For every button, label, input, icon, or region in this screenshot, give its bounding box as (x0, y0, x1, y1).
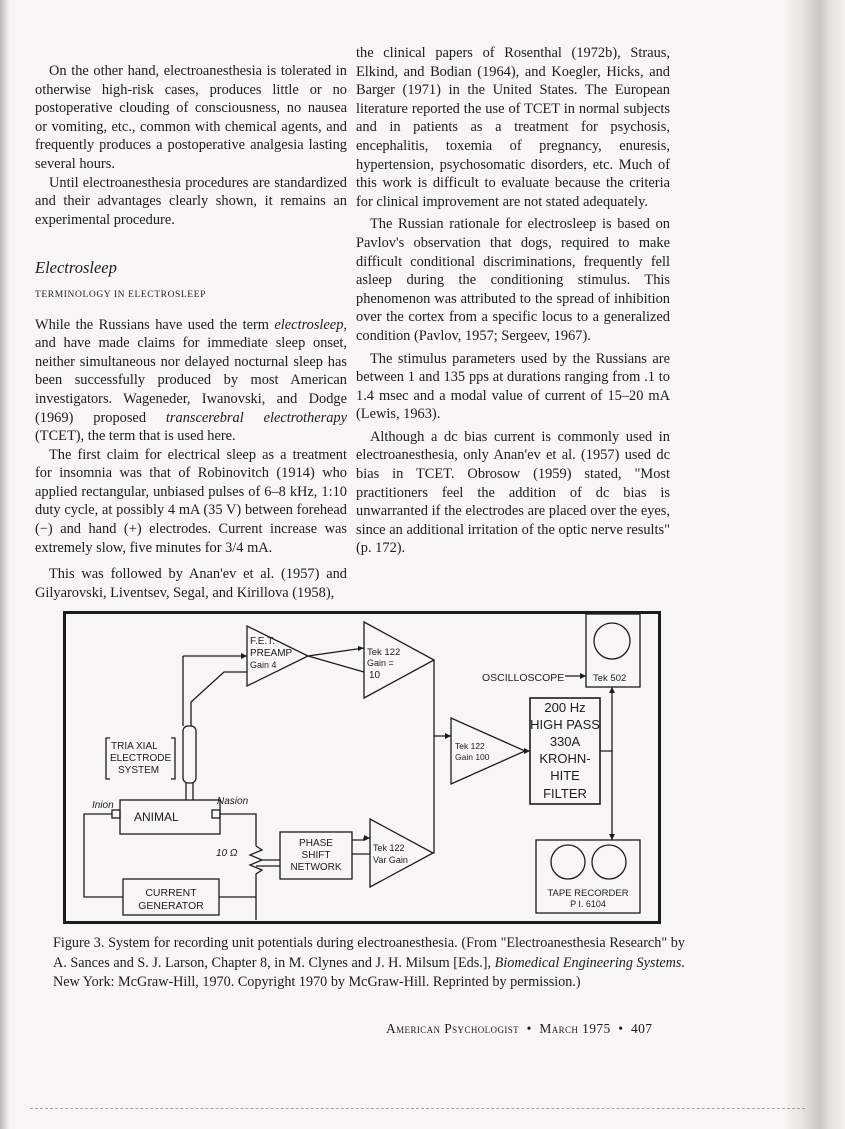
caption-text: Figure 3. System for recording unit potentials during electroanesthesia. (From "Electroanesthesia Research" by A. Sances and S. J. Larson, Chapter 8, in M. Clynes and J. H. Milsum [Eds.], (53, 935, 685, 971)
page-number: 407 (630, 1021, 653, 1036)
subheading: TERMINOLOGY IN ELECTROSLEEP (35, 289, 207, 300)
text-run: While the Russians have used the term (35, 316, 275, 333)
tek122-mid-label-1: Tek 122 (455, 741, 485, 751)
animal-label: ANIMAL (134, 810, 179, 824)
tek122-low-amplifier (370, 819, 433, 887)
right-column (356, 44, 670, 558)
nasion-label: Nasion (217, 796, 249, 807)
paragraph: The first claim for electrical sleep as a treatment for insomnia was that of Robinovitch (1914) who applied rectangular, unbiased pulses of 6–8 kHz, 1:10 duty cycle, at possibly 4 mA (35 V) between forehead (−) and hand (+) electrodes. Current increase was extremely slow, five minutes for 3/4 mA. (35, 446, 347, 556)
emphasis: electrosleep, (274, 316, 347, 333)
text-run: and have made claims for immediate sleep onset, neither simultaneous nor delayed nocturnal sleep has been successfully produced by most American investigators. Wageneder, Iwanovski, and Dodge (1969) proposed (35, 335, 347, 426)
inion-label: Inion (92, 800, 114, 811)
tek122-top-label-1: Tek 122 (367, 647, 401, 658)
fet-preamp-label-1: F.E.T. (250, 636, 276, 647)
tek122-low-label-2: Var Gain (373, 855, 408, 865)
caption-emphasis: Biomedical Engineering Systems. (494, 954, 685, 971)
filter-label-2: HIGH PASS (530, 717, 600, 732)
phase-shift-label-3: NETWORK (290, 862, 342, 873)
filter-label-6: FILTER (543, 786, 587, 801)
tek122-low-label-1: Tek 122 (373, 843, 405, 853)
tek122-top-label-3: 10 (369, 670, 381, 681)
footer-separator: • (526, 1021, 532, 1036)
paragraph: On the other hand, electroanesthesia is tolerated in otherwise high-risk cases, produces little or no postoperative clouding of consciousness, no nausea or vomiting, etc., common with chemical agents, and frequently produces a postoperative analgesia lasting several hours. (35, 63, 347, 172)
tek502-label: Tek 502 (593, 673, 627, 684)
filter-label-4: KROHN- (539, 751, 591, 766)
filter-label-3: 330A (549, 734, 581, 749)
block-diagram (66, 614, 658, 921)
fet-preamp-label-2: PREAMP (250, 648, 293, 659)
triaxial-label-3: SYSTEM (118, 765, 160, 776)
current-generator-label-1: CURRENT (145, 887, 197, 899)
resistor-label: 10 Ω (216, 848, 238, 859)
tek122-mid-amplifier (451, 718, 525, 784)
footer-separator: • (618, 1021, 624, 1036)
paragraph (35, 316, 347, 446)
oscilloscope-screen (594, 623, 630, 659)
issue-month: March 1975 (539, 1021, 611, 1036)
scan-bottom-line (30, 1108, 805, 1109)
figure-block-diagram (63, 611, 661, 924)
left-column (35, 62, 347, 602)
current-generator-label-2: GENERATOR (138, 900, 204, 912)
oscilloscope-label: OSCILLOSCOPE (482, 672, 565, 684)
filter-label-5: HITE (550, 768, 580, 783)
section-heading: Electrosleep (35, 258, 117, 278)
phase-shift-label-2: SHIFT (301, 850, 331, 861)
figure-caption (53, 934, 685, 993)
paragraph: The Russian rationale for electrosleep is based on Pavlov's observation that dogs, required to make difficult conditional discriminations, frequently fell asleep during the conditioning stimulus. This phenomenon was attributed to the spread of inhibition over the cortex from a specific locus to a generalized condition (Pavlov, 1957; Sergeev, 1967). (356, 216, 670, 344)
running-footer (386, 1021, 652, 1037)
filter-label-1: 200 Hz (544, 700, 586, 715)
electrode-cylinder (183, 726, 196, 783)
tek122-top-label-2: Gain = (367, 658, 394, 668)
tape-reel-left (551, 845, 585, 879)
tape-recorder-label-2: P I. 6104 (570, 899, 606, 909)
paragraph: This was followed by Anan'ev et al. (1957) and Gilyarovski, Liventsev, Segal, and Kirillova (1958), (35, 566, 347, 601)
tape-reel-right (592, 845, 626, 879)
triaxial-label-1: TRIA XIAL (111, 741, 158, 752)
paragraph: Until electroanesthesia procedures are standardized and their advantages clearly shown, it remains an experimental procedure. (35, 174, 347, 228)
caption-text: New York: McGraw-Hill, 1970. Copyright 1970 by McGraw-Hill. Reprinted by permission.) (53, 974, 581, 990)
phase-shift-label-1: PHASE (299, 838, 333, 849)
fet-preamp-label-3: Gain 4 (250, 660, 277, 670)
tek122-mid-label-2: Gain 100 (455, 752, 490, 762)
paragraph: the clinical papers of Rosenthal (1972b), Straus, Elkind, and Bodian (1964), and Koegler, Hicks, and Barger (1971) in the United States. The European literature reported the use of TCET in normal subjects and in patients as a treatment for psychosis, encephalitis, toxemia of pregnancy, enuresis, hypertension, psychosomatic disorders, etc. Much of this work is difficult to evaluate because the criteria for clinical improvement are not stated adequately. (356, 45, 670, 210)
paragraph: Although a dc bias current is commonly used in electroanesthesia, only Anan'ev et al. (1957) used dc bias in TCET. Obrosow (1959) stated, "Most practitioners feel the addition of dc bias is unwarranted if the electrodes are placed over the eyes, since an additional irritation of the optic nerve results" (p. 172). (356, 428, 670, 557)
paragraph: The stimulus parameters used by the Russians are between 1 and 135 pps at durations ranging from .1 to 1.4 msec and a modal value of current of 15–20 mA (Lewis, 1963). (356, 350, 670, 423)
journal-name: American Psychologist (386, 1021, 520, 1036)
triaxial-label-2: ELECTRODE (110, 753, 172, 764)
text-run: (TCET), the term that is used here. (35, 428, 236, 445)
scan-edge-left (0, 0, 10, 1129)
emphasis: transcerebral electrotherapy (165, 409, 347, 426)
tape-recorder-label-1: TAPE RECORDER (547, 888, 629, 899)
scan-edge-right (783, 0, 845, 1129)
